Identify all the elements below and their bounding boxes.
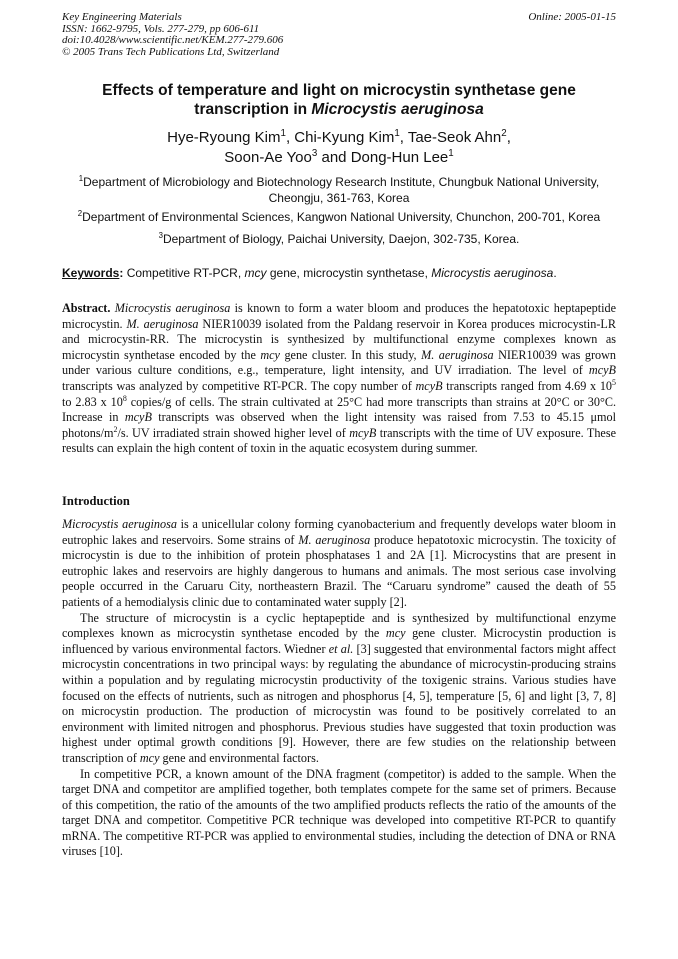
intro-paragraph-2 [62, 611, 616, 767]
abstract-italic: M. aeruginosa [421, 347, 494, 362]
abstract-superscript: 2 [113, 424, 118, 434]
affiliation-2 [60, 209, 618, 225]
keywords-italic: Microcystis aeruginosa [431, 266, 554, 280]
abstract-italic: Microcystis aeruginosa [114, 301, 231, 315]
author-affiliation-mark: 1 [448, 148, 454, 159]
affiliation-number: 2 [77, 209, 83, 218]
affiliation-text: Department of Environmental Sciences, Kangwon National University, Chunchon, 200-701, Korea [82, 210, 601, 224]
intro-italic: et al. [328, 641, 354, 656]
affiliation-number: 3 [158, 231, 163, 240]
affiliation-3 [60, 231, 618, 247]
author-name: Tae-Seok Ahn [407, 129, 502, 146]
affiliation-1 [60, 174, 618, 206]
abstract-text: transcripts with the time of UV exposure. These results can explain the high content of toxin in the aquatic ecosystem during summer. [62, 425, 616, 456]
keywords-label: Keywords [62, 266, 120, 280]
abstract-text: is known to form a water bloom and produces the hepatotoxic heptapeptide microcystin. [62, 301, 617, 331]
abstract [62, 301, 616, 457]
author-name: Dong-Hun Lee [350, 149, 449, 166]
intro-italic: mcy [139, 750, 160, 765]
issn-line: ISSN: 1662-9795, Vols. 277-279, pp 606-611 [62, 22, 260, 35]
abstract-italic: mcy [260, 347, 280, 362]
author-separator: , [506, 129, 511, 146]
keywords-italic: mcy [244, 266, 267, 280]
intro-italic: M. aeruginosa [298, 532, 371, 547]
intro-text: produce hepatotoxic microcystin. The toxicity of microcystin is due to the inhibition of protein phosphatases 1 and 2A [1]. Microcystins that are present in eutrophic lakes and reservoirs are highly dangerous to humans and animals. The most serious case involving people occurred in the Caruaru City, northeastern Brazil. The “Caruaru syndrome” caused the death of 55 patients of a hemodialysis clinic due to contaminated water supply [2]. [62, 532, 617, 609]
intro-text: [3] suggested that environmental factors might affect microcystin concentrations in two principal ways: by regulating the abundance of microcystin-producing strains within a population and by regulating microcystin productivity of the toxigenic strains. Various studies have focused on the effects of nutrients, such as nitrogen and phosphorus [4, 5], temperature [5, 6] and light [3, 7, 8] on microcystin production. The production of microcystin was found to be positively correlated to an environment with limited nitrogen and phosphorus. Previous studies have suggested that toxin production was highest under optimal growth conditions [9]. However, there are few studies on the relationship between transcription of [62, 641, 616, 765]
intro-paragraph-3: In competitive PCR, a known amount of the DNA fragment (competitor) is added to the sample. When the target DNA and competitor are amplified together, both templates compete for the same set of primers. Because of this competition, the ratio of the amounts of the two amplified products reflects the ratio of the amounts of the target DNA and competitor. Competitive PCR technique was developed into competitive RT-PCR to quantify mRNA. The competitive RT-PCR was applied to environmental studies, including the detection of DNA or RNA viruses [10]. [62, 766, 616, 859]
abstract-text: copies/g of cells. The strain cultivated at 25°C had more transcripts than strains at 20°C or 30°C. Increase in [62, 394, 616, 425]
author-separator: , [399, 129, 408, 146]
author-list [60, 128, 618, 168]
affiliation-text: Department of Microbiology and Biotechnology Research Institute, Chungbuk National University, [83, 175, 600, 189]
section-heading-introduction: Introduction [62, 494, 130, 508]
title-species: Microcystis aeruginosa [311, 101, 484, 118]
keywords-text: Competitive RT-PCR, [123, 266, 245, 280]
abstract-superscript: 8 [122, 393, 127, 403]
author-affiliation-mark: 1 [280, 128, 286, 139]
journal-header [62, 12, 283, 58]
author-name: Hye-Ryoung Kim [167, 129, 281, 146]
paper-title [60, 81, 618, 119]
abstract-italic: mcyB [349, 425, 377, 440]
abstract-text: gene cluster. In this study, [279, 347, 422, 362]
keywords-text: gene, microcystin synthetase, [266, 266, 432, 280]
intro-text: The structure of microcystin is a cyclic heptapeptide and is synthesized by multifunctional enzyme complexes known as microcystin synthetase encoded by the [62, 610, 616, 641]
author-affiliation-mark: 2 [501, 128, 507, 139]
abstract-label: Abstract. [62, 301, 111, 315]
author-separator: , [285, 129, 295, 146]
abstract-italic: M. aeruginosa [126, 316, 199, 331]
abstract-text: NIER10039 was grown under various culture conditions, e.g., temperature, light intensity, and UV irradiation. The level of [62, 347, 616, 378]
intro-italic: mcy [385, 626, 406, 641]
author-name: Soon-Ae Yoo [224, 149, 312, 166]
abstract-italic: mcyB [124, 410, 152, 425]
abstract-text: transcripts was analyzed by competitive RT-PCR. The copy number of [62, 378, 416, 393]
abstract-text: /s. UV irradiated strain showed higher level of [117, 425, 350, 440]
author-affiliation-mark: 3 [311, 148, 318, 159]
doi-line: doi:10.4028/www.scientific.net/KEM.277-279.606 [62, 34, 284, 46]
title-line1: Effects of temperature and light on microcystin synthetase gene [102, 82, 576, 99]
abstract-text: NIER10039 isolated from the Paldang reservoir in Korea produces microcystin-LR and microcystin-RR. The microcystin is synthesized by multifunctional enzyme complexes known as microcystin synthetase encoded by the [62, 316, 617, 362]
copyright-line: © 2005 Trans Tech Publications Ltd, Switzerland [62, 45, 280, 58]
affiliation-number: 1 [78, 174, 84, 183]
affiliation-text: Department of Biology, Paichai University, Daejon, 302-735, Korea. [162, 232, 520, 246]
abstract-italic: mcyB [415, 378, 443, 393]
title-line2: transcription in [194, 101, 312, 118]
abstract-text: transcripts ranged from 4.69 x 10 [442, 378, 613, 393]
keywords-text: . [553, 266, 557, 280]
abstract-text: to 2.83 x 10 [62, 394, 123, 409]
online-date: Online: 2005-01-15 [528, 11, 616, 23]
intro-text: gene cluster. Microcystin production is influenced by various environmental factors. Wiedner [62, 626, 616, 656]
journal-name: Key Engineering Materials [62, 11, 182, 23]
intro-italic: Microcystis aeruginosa [62, 517, 177, 531]
abstract-italic: mcyB [588, 363, 616, 378]
author-separator: and [317, 149, 351, 166]
keywords-colon: : [119, 266, 124, 280]
author-affiliation-mark: 1 [394, 128, 400, 139]
intro-paragraph-1 [62, 517, 616, 611]
intro-text: gene and environmental factors. [159, 750, 319, 765]
introduction-body [62, 517, 616, 860]
abstract-superscript: 5 [612, 377, 616, 387]
author-name: Chi-Kyung Kim [294, 129, 395, 146]
affiliation-text: Cheongju, 361-763, Korea [268, 191, 410, 205]
keywords-line [62, 265, 618, 281]
intro-text: is a unicellular colony forming cyanobacterium and frequently develops water bloom in eutrophic lakes and reservoirs. Some strains of [62, 517, 616, 547]
abstract-text: transcripts was observed when the light intensity was raised from 7.53 to 45.15 μmol photons/m [62, 410, 616, 440]
